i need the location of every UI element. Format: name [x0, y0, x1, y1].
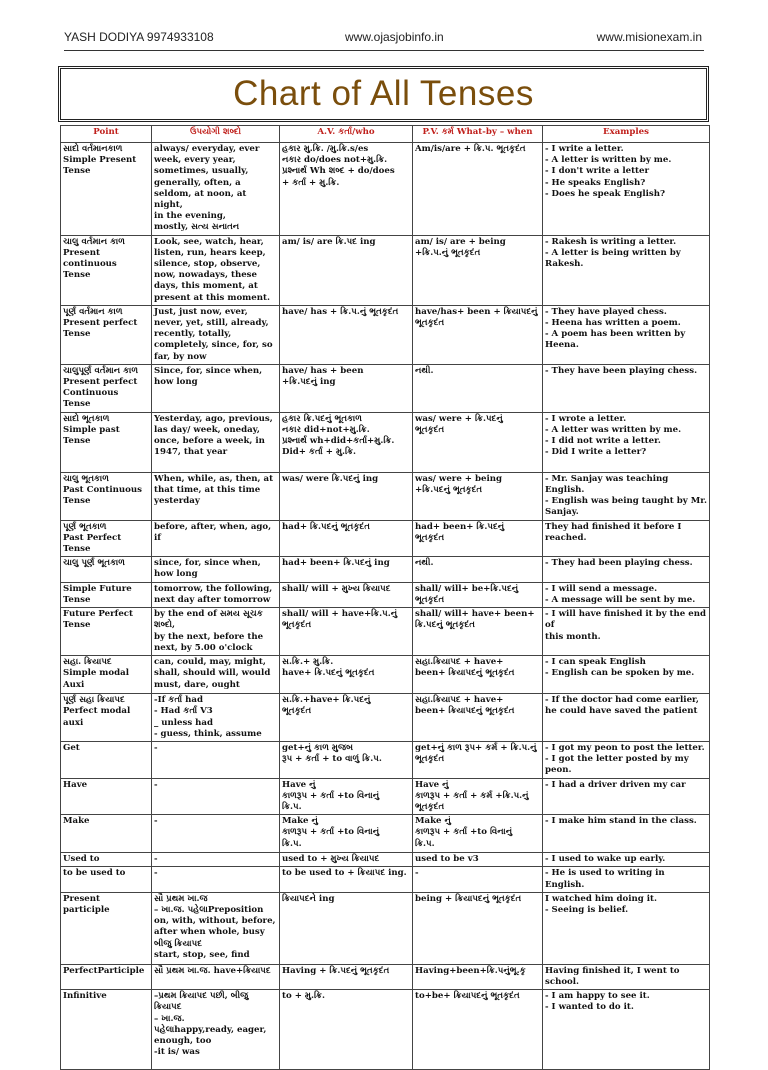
title-box	[58, 66, 709, 122]
point-cell	[61, 557, 152, 582]
example-cell	[543, 235, 710, 305]
example-cell-text: - I make him stand in the class.	[545, 816, 697, 827]
example-cell-text: - He is used to writing in English.	[545, 868, 665, 890]
words-cell	[152, 853, 280, 867]
example-cell	[543, 364, 710, 412]
example-cell	[543, 472, 710, 520]
example-cell-text: - Mr. Sanjay was teaching English. - English was being taught by Mr. Sanjay.	[545, 473, 708, 518]
words-cell	[152, 964, 280, 989]
point-cell	[61, 143, 152, 236]
point-cell-text: Have	[63, 779, 88, 790]
passive-voice-cell	[413, 608, 543, 656]
passive-voice-cell	[413, 990, 543, 1070]
example-cell-text: - If the doctor had come earlier, he could have saved the patient	[545, 695, 699, 717]
active-voice-cell	[280, 472, 413, 520]
passive-voice-cell-text: being + ક્રિયાપદનું ભૂતકૃદંત	[415, 893, 522, 904]
point-cell	[61, 472, 152, 520]
active-voice-cell	[280, 853, 413, 867]
active-voice-cell	[280, 741, 413, 778]
example-cell	[543, 778, 710, 815]
words-cell-text: –પ્રથમ ક્રિયાપદ પછી, બીજુ ક્રિયાપદ – ખા.જ. પહેલાhappy,ready, eager, enough, too -it is/ was	[154, 991, 267, 1058]
passive-voice-cell	[413, 741, 543, 778]
passive-voice-cell	[413, 364, 543, 412]
passive-voice-cell-text: had+ been+ ક્રિ.પદનું ભૂતકૃદંત	[415, 521, 505, 543]
active-voice-cell-text: Make નું કાળરૂપ + કર્તા +to વિનાનું ક્રિ.પ.	[282, 816, 380, 849]
column-header-passive-voice: P.V. કર્મ What-by – when	[413, 126, 543, 143]
example-cell-text: - They have been playing chess.	[545, 365, 698, 376]
point-cell	[61, 741, 152, 778]
example-cell	[543, 656, 710, 694]
table-row	[61, 990, 710, 1070]
active-voice-cell	[280, 892, 413, 964]
words-cell	[152, 741, 280, 778]
active-voice-cell	[280, 143, 413, 236]
example-cell-text: - I am happy to see it. - I wanted to do it.	[545, 991, 650, 1013]
example-cell	[543, 557, 710, 582]
active-voice-cell-text: had+ ક્રિ.પદનું ભૂતકૃદંત	[282, 521, 370, 532]
words-cell	[152, 305, 280, 364]
words-cell	[152, 235, 280, 305]
example-cell	[543, 608, 710, 656]
passive-voice-cell	[413, 867, 543, 892]
point-cell	[61, 778, 152, 815]
active-voice-cell-text: get+નું કાળ મુજબ રૂપ + કર્તા + to વાળું ક્રિ.પ.	[282, 742, 382, 765]
passive-voice-cell-text: have/has+ been + ક્રિયાપદનું ભૂતકૃદંત	[415, 306, 538, 329]
words-cell	[152, 815, 280, 853]
point-cell	[61, 520, 152, 557]
words-cell	[152, 608, 280, 656]
passive-voice-cell	[413, 472, 543, 520]
passive-voice-cell	[413, 557, 543, 582]
passive-voice-cell-text: am/ is/ are + being +ક્રિ.પ.નું ભૂતકૃદંત	[415, 236, 506, 258]
point-cell	[61, 815, 152, 853]
passive-voice-cell-text: shall/ will+ have+ been+ ક્રિ.પદનું ભૂતકૃદંત	[415, 609, 535, 631]
words-cell	[152, 867, 280, 892]
point-cell	[61, 582, 152, 607]
header-divider	[64, 50, 704, 51]
words-cell-text: -If કર્તા had - Had કર્તા V3 _ unless had - guess, think, assume	[154, 695, 262, 739]
words-cell	[152, 364, 280, 412]
example-cell-text: They had finished it before I reached.	[545, 521, 682, 543]
point-cell	[61, 412, 152, 472]
active-voice-cell	[280, 608, 413, 656]
page-header	[64, 30, 704, 50]
active-voice-cell-text: shall/ will + have+ક્રિ.પ.નું ભૂતકૃદંત	[282, 609, 398, 631]
point-cell	[61, 964, 152, 989]
active-voice-cell	[280, 235, 413, 305]
column-header-words: ઉપયોગી શબ્દો	[152, 126, 280, 143]
passive-voice-cell	[413, 520, 543, 557]
example-cell-text: - They had been playing chess.	[545, 558, 693, 569]
example-cell	[543, 582, 710, 607]
words-cell-text: -	[154, 854, 158, 865]
active-voice-cell-text: have/ has + been +ક્રિ.પદનું ing	[282, 365, 364, 388]
passive-voice-cell-text: -	[415, 868, 419, 879]
words-cell-text: -	[154, 868, 158, 879]
example-cell-text: I watched him doing it. - Seeing is belief.	[545, 893, 657, 915]
passive-voice-cell	[413, 235, 543, 305]
example-cell	[543, 305, 710, 364]
words-cell	[152, 892, 280, 964]
passive-voice-cell-text: Make નું કાળરૂપ + કર્તા +to વિનાનું ક્રિ.પ.	[415, 816, 513, 849]
words-cell	[152, 143, 280, 236]
point-cell	[61, 694, 152, 742]
passive-voice-cell	[413, 694, 543, 742]
words-cell	[152, 582, 280, 607]
active-voice-cell	[280, 364, 413, 412]
example-cell	[543, 867, 710, 892]
example-cell	[543, 520, 710, 557]
active-voice-cell-text: સ.ક્રિ.+ મુ.ક્રિ. have+ ક્રિ.પદનું ભૂતકૃદંત	[282, 657, 375, 679]
passive-voice-cell-text: get+નું કાળ રૂપ+ કર્મ + ક્રિ.પ.નું ભૂતકૃદંત	[415, 742, 537, 765]
passive-voice-cell-text: Have નું કાળરૂપ + કર્તા + કર્મ +ક્રિ.પ.નું ભૂતકૃદંત	[415, 779, 529, 812]
point-cell-text: ચાલુ વર્તમાન કાળ Present continuous Tense	[63, 236, 125, 281]
author-contact: YASH DODIYA 9974933108	[64, 30, 214, 44]
table-row	[61, 892, 710, 964]
table-row	[61, 305, 710, 364]
active-voice-cell-text: ક્રિયાપદને ing	[282, 893, 335, 904]
point-cell-text: પૂર્ણ ભૂતકાળ Past Perfect Tense	[63, 521, 122, 555]
point-cell-text: સહા. ક્રિયાપદ Simple modal Auxi	[63, 657, 129, 690]
passive-voice-cell-text: નથી.	[415, 365, 434, 376]
point-cell-text: Make	[63, 816, 90, 827]
example-cell-text: - They have played chess. - Heena has written a poem. - A poem has been written by Heena.	[545, 306, 686, 351]
passive-voice-cell-text: નથી.	[415, 558, 434, 569]
active-voice-cell	[280, 964, 413, 989]
passive-voice-cell-text: to+be+ ક્રિયાપદનું ભૂતકૃદંત	[415, 991, 520, 1002]
words-cell-text: Just, just now, ever, never, yet, still, already, recently, totally, completely, since, for, so far, by now	[154, 306, 273, 362]
page-title: Chart of All Tenses	[233, 74, 534, 113]
table-header-row	[61, 126, 710, 143]
website-link-mision[interactable]: www.misionexam.in	[596, 30, 702, 44]
point-cell-text: Present participle	[63, 893, 110, 915]
active-voice-cell-text: હકાર મુ.ક્રિ. /મુ.ક્રિ.s/es નકાર do/does not+મુ.ક્રિ. પ્રશ્નાર્થ Wh શબ્દ + do/does + કર્તા + મુ.ક્રિ.	[282, 144, 395, 188]
point-cell-text: Used to	[63, 854, 100, 865]
point-cell-text: ચાલુ પૂર્ણ ભૂતકાળ	[63, 558, 125, 569]
table-row	[61, 143, 710, 236]
passive-voice-cell-text: shall/ will+ be+ક્રિ.પદનું ભૂતકૃદંત	[415, 583, 519, 605]
point-cell-text: ચાલુ ભૂતકાળ Past Continuous Tense	[63, 473, 142, 507]
table-row	[61, 557, 710, 582]
example-cell-text: - I had a driver driven my car	[545, 779, 686, 790]
words-cell-text: by the end of સમય સૂચક શબ્દો, by the next, before the next, by 5.00 o'clock	[154, 609, 264, 653]
table-row	[61, 608, 710, 656]
table-row	[61, 520, 710, 557]
point-cell-text: સાદો ભૂતકાળ Simple past Tense	[63, 413, 120, 447]
active-voice-cell	[280, 305, 413, 364]
table-body	[61, 143, 710, 1070]
active-voice-cell	[280, 412, 413, 472]
tenses-table	[60, 125, 710, 1070]
active-voice-cell	[280, 656, 413, 694]
table-row	[61, 472, 710, 520]
point-cell	[61, 656, 152, 694]
example-cell	[543, 892, 710, 964]
example-cell	[543, 853, 710, 867]
active-voice-cell	[280, 990, 413, 1070]
active-voice-cell-text: was/ were ક્રિ.પદનું ing	[282, 473, 379, 484]
point-cell-text: Get	[63, 742, 80, 753]
point-cell	[61, 305, 152, 364]
table-row	[61, 778, 710, 815]
words-cell-text: can, could, may, might, shall, should will, would must, dare, ought	[154, 657, 271, 690]
example-cell	[543, 143, 710, 236]
example-cell-text: - I got my peon to post the letter. - I got the letter posted by my peon.	[545, 742, 705, 776]
table-row	[61, 815, 710, 853]
passive-voice-cell	[413, 853, 543, 867]
active-voice-cell	[280, 520, 413, 557]
active-voice-cell	[280, 557, 413, 582]
active-voice-cell-text: Having + ક્રિ.પદનું ભૂતકૃદંત	[282, 965, 390, 976]
example-cell-text: - I used to wake up early.	[545, 854, 666, 865]
active-voice-cell-text: had+ been+ ક્રિ.પદનું ing	[282, 558, 390, 569]
active-voice-cell-text: am/ is/ are ક્રિ.પદ ing	[282, 236, 376, 247]
passive-voice-cell-text: Having+been+ક્રિ.પનુંભૂ.કૃ	[415, 965, 526, 976]
words-cell	[152, 694, 280, 742]
words-cell-text: -	[154, 779, 158, 790]
passive-voice-cell	[413, 143, 543, 236]
point-cell-text: પૂર્ણ વર્તમાન કાળ Present perfect Tense	[63, 306, 138, 340]
words-cell-text: When, while, as, then, at that time, at this time yesterday	[154, 473, 274, 507]
point-cell	[61, 990, 152, 1070]
example-cell-text: - I wrote a letter. - A letter was written by me. - I did not write a letter. - Did I write a letter?	[545, 413, 682, 458]
example-cell-text: - I will send a message. - A message will be sent by me.	[545, 583, 696, 605]
passive-voice-cell	[413, 412, 543, 472]
words-cell-text: always/ everyday, ever week, every year, sometimes, usually, generally, often, a seldom, at noon, at night, in the evening, mostly, સત્ય સનાતન	[154, 144, 260, 233]
words-cell	[152, 472, 280, 520]
words-cell-text: Yesterday, ago, previous, las day/ week, oneday, once, before a week, in 1947, that year	[154, 413, 273, 458]
active-voice-cell-text: સ.ક્રિ.+have+ ક્રિ.પદનું ભૂતકૃદંત	[282, 695, 371, 717]
table-row	[61, 582, 710, 607]
table-row	[61, 853, 710, 867]
passive-voice-cell	[413, 815, 543, 853]
passive-voice-cell	[413, 582, 543, 607]
words-cell-text: -	[154, 742, 158, 753]
passive-voice-cell-text: સહા.ક્રિયાપદ + have+ been+ ક્રિયાપદનું ભૂતકૃદંત	[415, 695, 515, 717]
point-cell	[61, 853, 152, 867]
column-header-point: Point	[61, 126, 152, 143]
example-cell-text: - I write a letter. - A letter is written by me. - I don't write a letter - He speaks English? - Does he speak English?	[545, 144, 672, 199]
table-row	[61, 867, 710, 892]
example-cell-text: Having finished it, I went to school.	[545, 965, 680, 987]
point-cell-text: Simple Future Tense	[63, 583, 132, 605]
words-cell-text: since, for, since when, how long	[154, 558, 261, 580]
example-cell	[543, 964, 710, 989]
active-voice-cell-text: to + મુ.ક્રિ.	[282, 991, 325, 1002]
words-cell-text: સૌ પ્રથમ ખા.જ. have+ક્રિયાપદ	[154, 965, 271, 976]
example-cell	[543, 741, 710, 778]
example-cell-text: - I can speak English - English can be spoken by me.	[545, 657, 695, 679]
table-row	[61, 364, 710, 412]
table-row	[61, 235, 710, 305]
passive-voice-cell	[413, 656, 543, 694]
active-voice-cell	[280, 815, 413, 853]
example-cell-text: - Rakesh is writing a letter. - A letter is being written by Rakesh.	[545, 236, 681, 270]
active-voice-cell	[280, 582, 413, 607]
point-cell-text: to be used to	[63, 868, 126, 879]
column-header-active-voice: A.V. કર્તા/who	[280, 126, 413, 143]
words-cell	[152, 520, 280, 557]
words-cell	[152, 990, 280, 1070]
point-cell	[61, 892, 152, 964]
words-cell	[152, 557, 280, 582]
active-voice-cell-text: shall/ will + મુખ્ય ક્રિયાપદ	[282, 583, 391, 594]
example-cell	[543, 694, 710, 742]
words-cell	[152, 778, 280, 815]
passive-voice-cell-text: સહા.ક્રિયાપદ + have+ been+ ક્રિયાપદનું ભૂતકૃદંત	[415, 657, 515, 679]
passive-voice-cell-text: Am/is/are + ક્રિ.પ. ભૂતકૃદંત	[415, 144, 526, 154]
point-cell	[61, 364, 152, 412]
passive-voice-cell	[413, 305, 543, 364]
active-voice-cell-text: used to + મુખ્ય ક્રિયાપદ	[282, 854, 380, 865]
passive-voice-cell	[413, 964, 543, 989]
example-cell	[543, 815, 710, 853]
words-cell-text: Look, see, watch, hear, listen, run, hears keep, silence, stop, observe, now, nowadays, these days, this moment, at present at this moment.	[154, 236, 270, 303]
active-voice-cell	[280, 694, 413, 742]
passive-voice-cell	[413, 778, 543, 815]
column-header-examples: Examples	[543, 126, 710, 143]
website-link-ojas[interactable]: www.ojasjobinfo.in	[345, 30, 444, 44]
example-cell-text: - I will have finished it by the end of this month.	[545, 609, 706, 642]
words-cell-text: tomorrow, the following, next day after tomorrow	[154, 583, 273, 605]
point-cell-text: Infinitive	[63, 991, 107, 1002]
passive-voice-cell-text: was/ were + being +ક્રિ.પદનું ભૂતકૃદંત	[415, 473, 502, 496]
words-cell-text: -	[154, 816, 158, 827]
example-cell	[543, 412, 710, 472]
table-row	[61, 694, 710, 742]
words-cell-text: before, after, when, ago, if	[154, 521, 272, 543]
active-voice-cell-text: હકાર ક્રિ.પદનું ભૂતકાળ નકાર did+not+મુ.ક્રિ. પ્રશ્નાર્થ wh+did+કર્તા+મુ.ક્રિ. Did+ કર્તા + મુ.ક્રિ.	[282, 413, 395, 458]
point-cell-text: ચાલુપૂર્ણ વર્તમાન કાળ Present perfect Continuous Tense	[63, 365, 139, 410]
table-row	[61, 656, 710, 694]
point-cell	[61, 608, 152, 656]
active-voice-cell	[280, 778, 413, 815]
active-voice-cell-text: have/ has + ક્રિ.પ.નું ભૂતકૃદંત	[282, 306, 399, 317]
point-cell-text: પૂર્ણ સહા ક્રિયાપદ Perfect modal auxi	[63, 695, 131, 728]
active-voice-cell-text: Have નું કાળરૂપ + કર્તા +to વિનાનું ક્રિ.પ.	[282, 779, 380, 812]
passive-voice-cell	[413, 892, 543, 964]
point-cell-text: સાદો વર્તમાનકાળ Simple Present Tense	[63, 144, 137, 177]
passive-voice-cell-text: was/ were + ક્રિ.પદનું ભૂતકૃદંત	[415, 413, 503, 436]
table-row	[61, 964, 710, 989]
table-row	[61, 412, 710, 472]
passive-voice-cell-text: used to be v3	[415, 854, 479, 865]
active-voice-cell	[280, 867, 413, 892]
point-cell-text: PerfectParticiple	[63, 965, 145, 976]
point-cell	[61, 235, 152, 305]
point-cell-text: Future Perfect Tense	[63, 609, 133, 631]
words-cell	[152, 412, 280, 472]
active-voice-cell-text: to be used to + ક્રિયાપદ ing.	[282, 868, 407, 879]
words-cell-text: Since, for, since when, how long	[154, 365, 263, 388]
example-cell	[543, 990, 710, 1070]
table-row	[61, 741, 710, 778]
point-cell	[61, 867, 152, 892]
words-cell	[152, 656, 280, 694]
words-cell-text: સૌ પ્રથમ ખા.જ – ખા.જ. પહેલાPreposition on, with, without, before, after when whole, busy બીજુ ક્રિયાપદ start, stop, see, find	[154, 893, 276, 960]
